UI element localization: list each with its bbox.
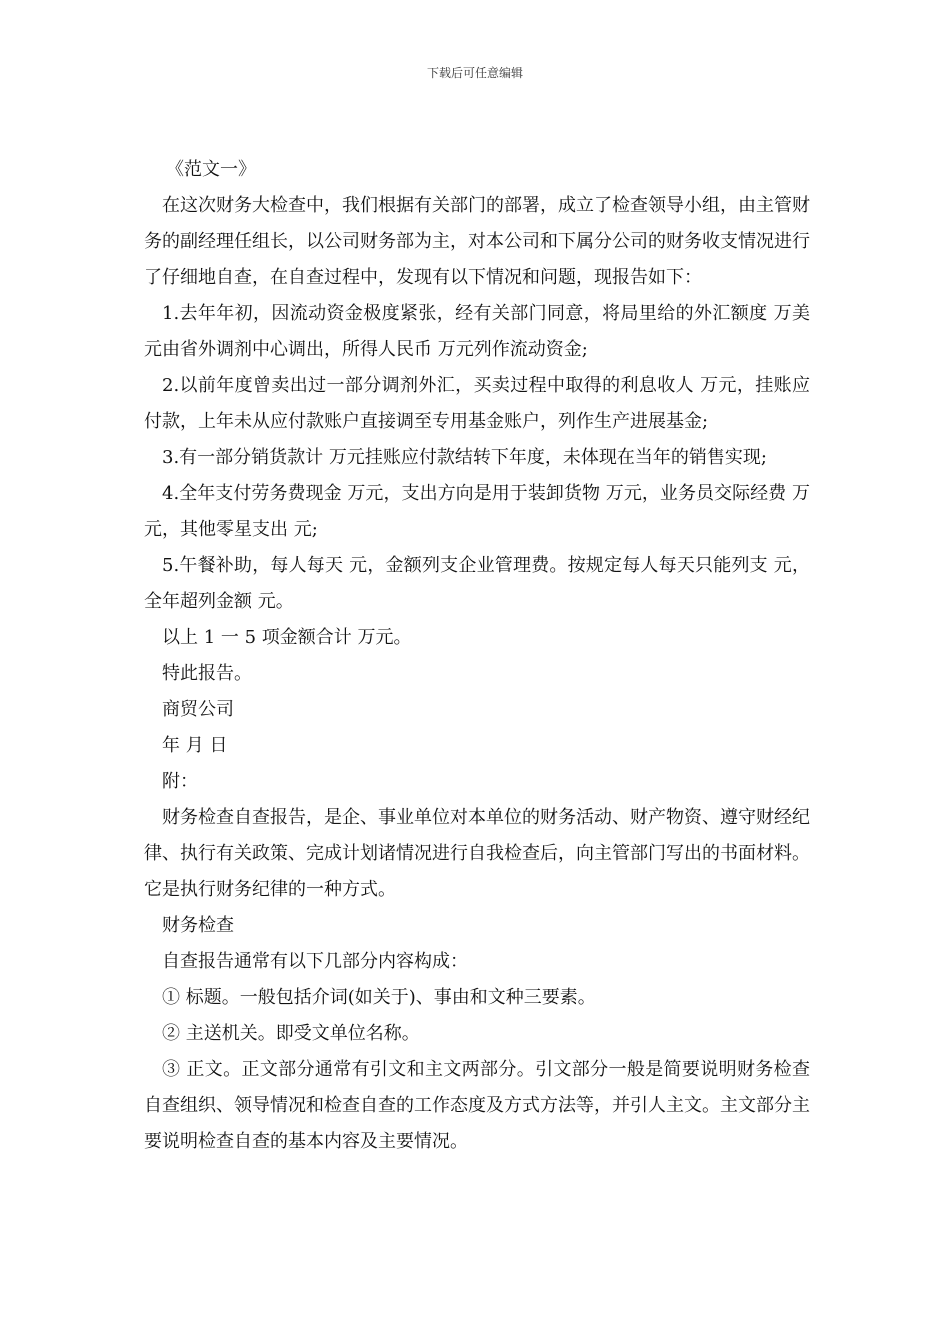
appendix-label: 附：	[162, 771, 198, 792]
appendix-paragraph: 财务检查自查报告，是企、事业单位对本单位的财务活动、财产物资、遵守财经纪律、执行有关政策、完成计划诸情况进行自我检查后，向主管部门写出的书面材料。它是执行财务纪律的一种方式。	[144, 807, 810, 900]
part-body: ③ 正文。正文部分通常有引文和主文两部分。引文部分一般是简要说明财务检查自查组织、领导情况和检查自查的工作态度及方式方法等，并引人主文。主文部分主要说明检查自查的基本内容及主要情况。	[144, 1059, 810, 1152]
summary-line: 以上 1 一 5 项金额合计 万元。	[162, 627, 412, 648]
company-name: 商贸公司	[162, 699, 234, 720]
intro-paragraph: 在这次财务大检查中，我们根据有关部门的部署，成立了检查领导小组，由主管财务的副经理任组长，以公司财务部为主，对本公司和下属分公司的财务收支情况进行了仔细地自查，在自查过程中，发现有以下情况和问题，现报告如下：	[144, 195, 810, 288]
list-item-5: 5.午餐补助，每人每天 元，金额列支企业管理费。按规定每人每天只能列支 元，全年超列金额 元。	[144, 555, 810, 612]
list-item-3: 3.有一部分销货款计 万元挂账应付款结转下年度，未体现在当年的销售实现;	[162, 447, 767, 468]
section-intro: 自查报告通常有以下几部分内容构成：	[162, 951, 468, 972]
list-item-2: 2.以前年度曾卖出过一部分调剂外汇，买卖过程中取得的利息收人 万元，挂账应付款，上年未从应付款账户直接调至专用基金账户，列作生产进展基金;	[144, 375, 810, 432]
document-title: 《范文一》	[166, 159, 256, 180]
section-title: 财务检查	[162, 915, 234, 936]
closing-line: 特此报告。	[162, 663, 252, 684]
document-body	[144, 152, 810, 1160]
part-recipient: ② 主送机关。即受文单位名称。	[162, 1023, 420, 1044]
page-header: 下载后可任意编辑	[426, 66, 523, 80]
part-title: ① 标题。一般包括介词(如关于)、事由和文种三要素。	[162, 987, 596, 1008]
list-item-1: 1.去年年初，因流动资金极度紧张，经有关部门同意，将局里给的外汇额度 万美元由省外调剂中心调出，所得人民币 万元列作流动资金;	[144, 303, 810, 360]
list-item-4: 4.全年支付劳务费现金 万元，支出方向是用于装卸货物 万元，业务员交际经费 万元，其他零星支出 元;	[144, 483, 810, 540]
date-line: 年 月 日	[162, 735, 228, 756]
